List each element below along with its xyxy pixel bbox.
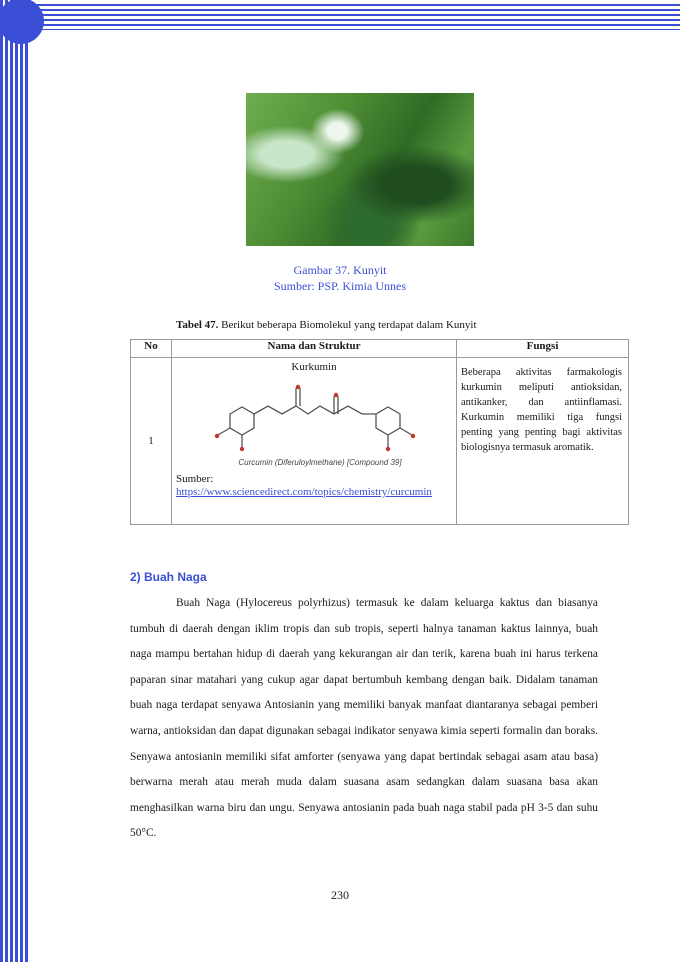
cell-function: Beberapa aktivitas farmakologis kurkumin meliputi antioksidan, antikanker, dan antiinflamasi. Kurkumin memiliki tiga fungsi penting yang penting bagi aktivitas biologisnya termasuk aromatik.: [457, 358, 629, 525]
header-no: No: [131, 340, 172, 358]
page-number: 230: [331, 888, 349, 902]
source-link[interactable]: https://www.sciencedirect.com/topics/chemistry/curcumin: [176, 486, 432, 498]
curcumin-structure-diagram: [208, 378, 422, 458]
table-title: [176, 319, 477, 331]
table-number: Tabel 47.: [176, 319, 219, 331]
page-border-left: [0, 0, 30, 962]
figure-source: Sumber: PSP. Kimia Unnes: [273, 279, 406, 293]
header-function: Fungsi: [457, 340, 629, 358]
page-border-top: [22, 4, 680, 30]
figure-caption: Gambar 37. Kunyit: [293, 263, 387, 277]
table-title-text: Berikut beberapa Biomolekul yang terdapat dalam Kunyit: [218, 319, 477, 331]
source-label: Sumber:: [176, 473, 214, 485]
table-row: [131, 358, 629, 525]
section-heading: 2) Buah Naga: [130, 570, 207, 584]
biomolecule-table: [130, 339, 629, 525]
structure-label: Curcumin (Diferuloylmethane) [Compound 39]: [238, 458, 402, 467]
cell-no: 1: [131, 358, 172, 525]
cell-name-structure: [172, 358, 457, 525]
compound-name: Kurkumin: [291, 361, 337, 373]
table-header-row: [131, 340, 629, 358]
header-name: Nama dan Struktur: [172, 340, 457, 358]
corner-ornament: [0, 0, 44, 44]
turmeric-leaf-photo: [246, 93, 474, 246]
section-paragraph: Buah Naga (Hylocereus polyrhizus) termasuk ke dalam keluarga kaktus dan biasanya tumbuh di daerah dengan iklim tropis dan sub tropis, seperti halnya tanaman kaktus lainnya, buah naga mampu bertahan hidup di daerah yang kekurangan air dan terik, karena buah ini harus terkena paparan sinar matahari yang cukup agar dapat bertumbuh kembang dengan baik. Didalam tanaman buah naga terdapat senyawa Antosianin yang memiliki banyak manfaat diantaranya sebagai pemberi warna, antioksidan dan dapat digunakan sebagai indikator senyawa kimia seperti formalin dan boraks. Senyawa antosianin memiliki sifat amforter (senyawa yang dapat bertindak sebagai asam atau basa) berwarna merah atau merah muda dalam suasana asam sedangkan dalam suasana basa akan menghasilkan warna biru dan ungu. Senyawa antosianin pada buah naga stabil pada pH 3-5 dan suhu 50°C.: [130, 597, 598, 840]
